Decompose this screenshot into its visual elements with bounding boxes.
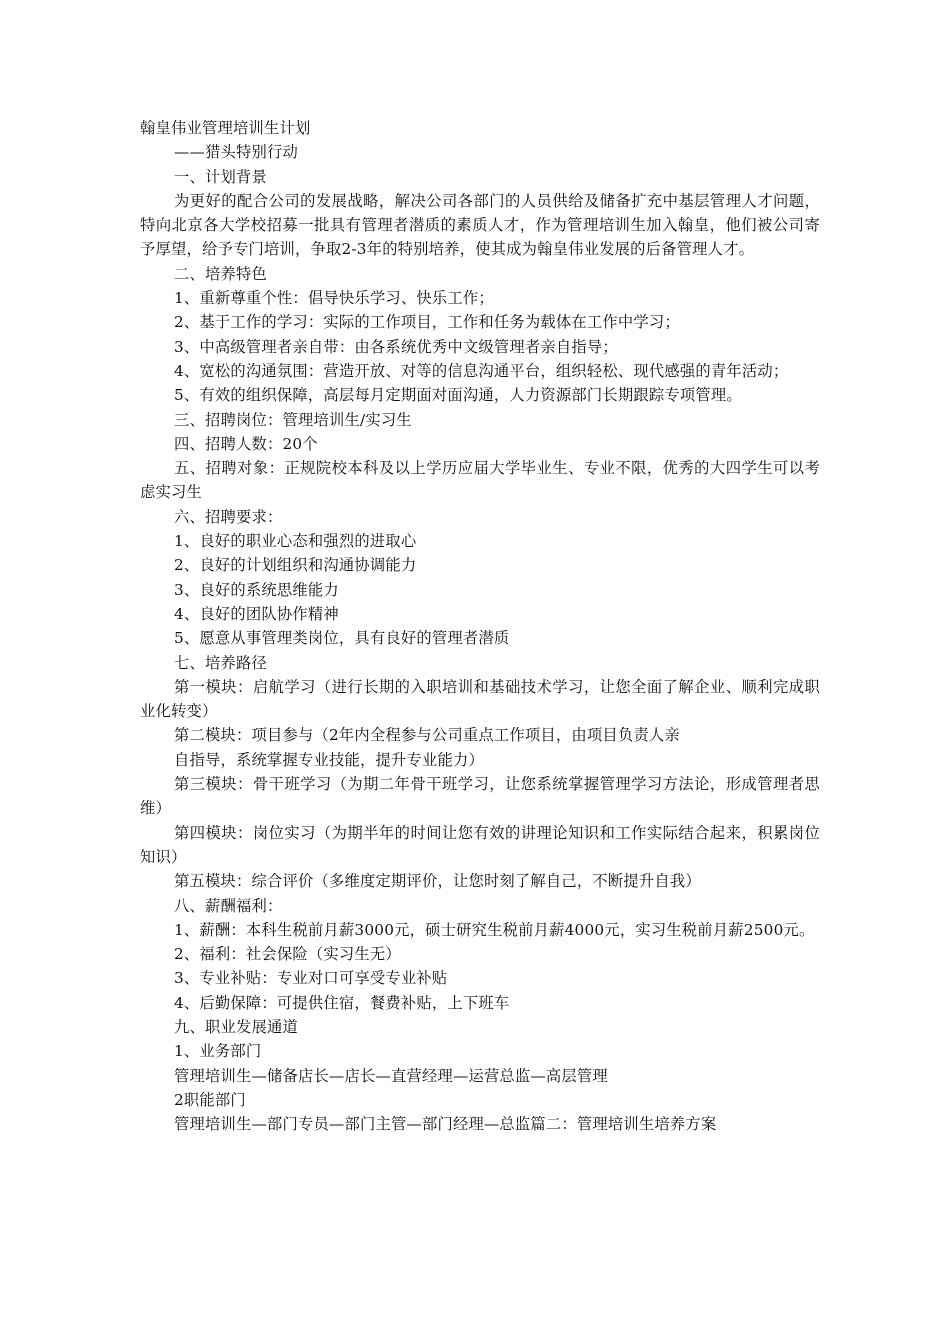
document-title: 翰皇伟业管理培训生计划: [140, 119, 311, 137]
document-page: [140, 116, 820, 1136]
text-line: 2职能部门: [174, 1090, 246, 1109]
paragraph: 第一模块：启航学习（进行长期的入职培训和基础技术学习，让您全面了解企业、顺利完成职业化转变）: [140, 677, 820, 721]
text-line: 管理培训生—部门专员—部门主管—部门经理—总监篇二：管理培训生培养方案: [174, 1115, 717, 1134]
list-item: 2、福利：社会保险（实习生无）: [174, 945, 401, 964]
section-heading: 六、招聘要求：: [174, 507, 283, 526]
text-line: 第五模块：综合评价（多维度定期评价，让您时刻了解自己，不断提升自我）: [174, 872, 701, 891]
list-item: 3、中高级管理者亲自带：由各系统优秀中文级管理者亲自指导；: [174, 337, 618, 356]
list-item: 5、愿意从事管理类岗位，具有良好的管理者潜质: [174, 629, 510, 648]
section-heading: 九、职业发展通道: [174, 1017, 298, 1036]
paragraph: 五、招聘对象：正规院校本科及以上学历应届大学毕业生、专业不限，优秀的大四学生可以考虑实习生: [140, 459, 820, 502]
list-item: 1、重新尊重个性：倡导快乐学习、快乐工作；: [174, 289, 494, 308]
text-line: 第二模块：项目参与（2年内全程参与公司重点工作项目，由项目负责人亲: [174, 726, 680, 745]
section-heading: 二、培养特色: [174, 264, 267, 283]
document-subtitle: ——猎头特别行动: [174, 143, 298, 162]
list-item: 4、宽松的沟通氛围：营造开放、对等的信息沟通平台，组织轻松、现代感强的青年活动；: [174, 361, 789, 380]
section-heading: 一、计划背景: [174, 167, 267, 186]
paragraph: 为更好的配合公司的发展战略，解决公司各部门的人员供给及储备扩充中基层管理人才问题，特向北京各大学校招募一批具有管理者潜质的素质人才，作为管理培训生加入翰皇，他们被公司寄予厚望，给予专门培训，争取2-3年的特别培养，使其成为翰皇伟业发展的后备管理人才。: [140, 191, 820, 259]
list-item: 2、基于工作的学习：实际的工作项目，工作和任务为载体在工作中学习；: [174, 313, 680, 332]
section-heading: 四、招聘人数：20个: [174, 434, 318, 453]
text-line: 1、业务部门: [174, 1042, 262, 1061]
list-item: 3、专业补贴：专业对口可享受专业补贴: [174, 969, 448, 988]
list-item: 4、良好的团队协作精神: [174, 604, 339, 623]
text-line: 自指导，系统掌握专业技能，提升专业能力）: [174, 750, 484, 769]
list-item: 2、良好的计划组织和沟通协调能力: [174, 556, 417, 575]
text-line: 管理培训生—储备店长—店长—直营经理—运营总监—高层管理: [174, 1066, 608, 1085]
list-item: 5、有效的组织保障，高层每月定期面对面沟通，人力资源部门长期跟踪专项管理。: [174, 386, 742, 405]
section-heading: 八、薪酬福利：: [174, 896, 283, 915]
list-item: 4、后勤保障：可提供住宿，餐费补贴，上下班车: [174, 993, 510, 1012]
paragraph: 第三模块：骨干班学习（为期二年骨干班学习，让您系统掌握管理学习方法论，形成管理者思维）: [140, 775, 820, 818]
section-heading: 三、招聘岗位：管理培训生/实习生: [174, 410, 412, 429]
section-heading: 七、培养路径: [174, 653, 267, 672]
paragraph: 第四模块：岗位实习（为期半年的时间让您有效的讲理论知识和工作实际结合起来，积累岗位知识）: [140, 823, 820, 866]
list-item: 1、良好的职业心态和强烈的进取心: [174, 532, 417, 551]
paragraph: 1、薪酬：本科生税前月薪3000元，硕士研究生税前月薪4000元，实习生税前月薪2500元。: [174, 920, 815, 939]
list-item: 3、良好的系统思维能力: [174, 580, 339, 599]
